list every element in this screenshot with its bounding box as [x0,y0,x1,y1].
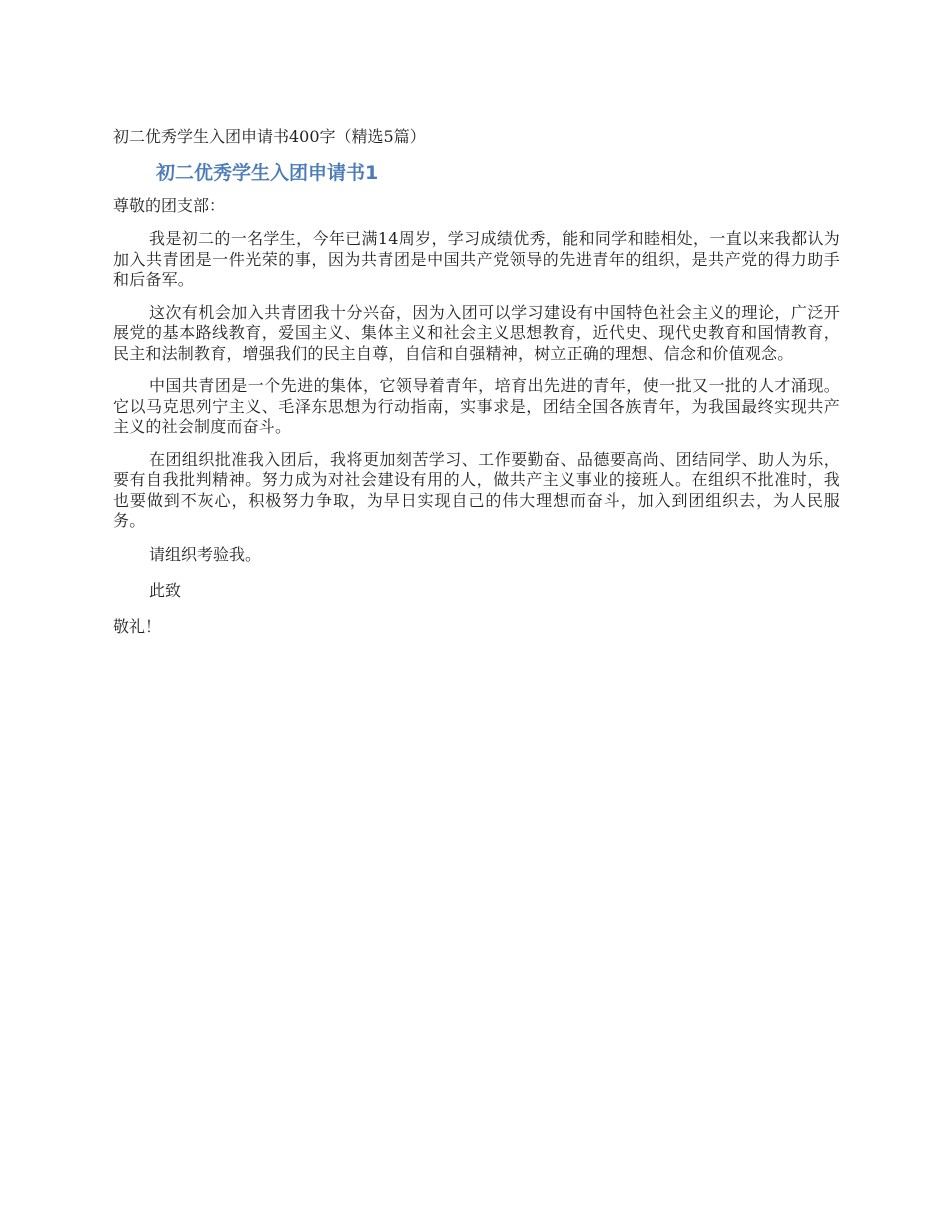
sign-off: 此致 [149,580,182,600]
body-paragraph-3: 中国共青团是一个先进的集体，它领导着青年，培育出先进的青年，使一批又一批的人才涌现。它以马克思列宁主义、毛泽东思想为行动指南，实事求是，团结全国各族青年，为我国最终实现共产主义的社会制度而奋斗。 [113,376,840,436]
body-paragraph-2: 这次有机会加入共青团我十分兴奋，因为入团可以学习建设有中国特色社会主义的理论，广泛开展党的基本路线教育，爱国主义、集体主义和社会主义思想教育，近代史、现代史教育和国情教育，民主和法制教育，增强我们的民主自尊，自信和自强精神，树立正确的理想、信念和价值观念。 [113,302,840,363]
body-paragraph-4: 在团组织批准我入团后，我将更加刻苦学习、工作要勤奋、品德要高尚、团结同学、助人为乐，要有自我批判精神。努力成为对社会建设有用的人，做共产主义事业的接班人。在组织不批准时，我也要做到不灰心，积极努力争取，为早日实现自己的伟大理想而奋斗，加入到团组织去，为人民服务。 [113,449,840,530]
salutation: 尊敬的团支部： [113,196,226,215]
body-paragraph-1: 我是初二的一名学生，今年已满14周岁，学习成绩优秀，能和同学和睦相处，一直以来我都认为加入共青团是一件光荣的事，因为共青团是中国共产党领导的先进青年的组织，是共产党的得力助手和后备军。 [113,229,840,289]
request-line: 请组织考验我。 [149,544,262,564]
closing-salute: 敬礼！ [113,616,162,636]
document-title: 初二优秀学生入团申请书400字（精选5篇） [113,127,426,146]
document-page [113,126,840,638]
section-heading: 初二优秀学生入团申请书1 [156,162,379,184]
